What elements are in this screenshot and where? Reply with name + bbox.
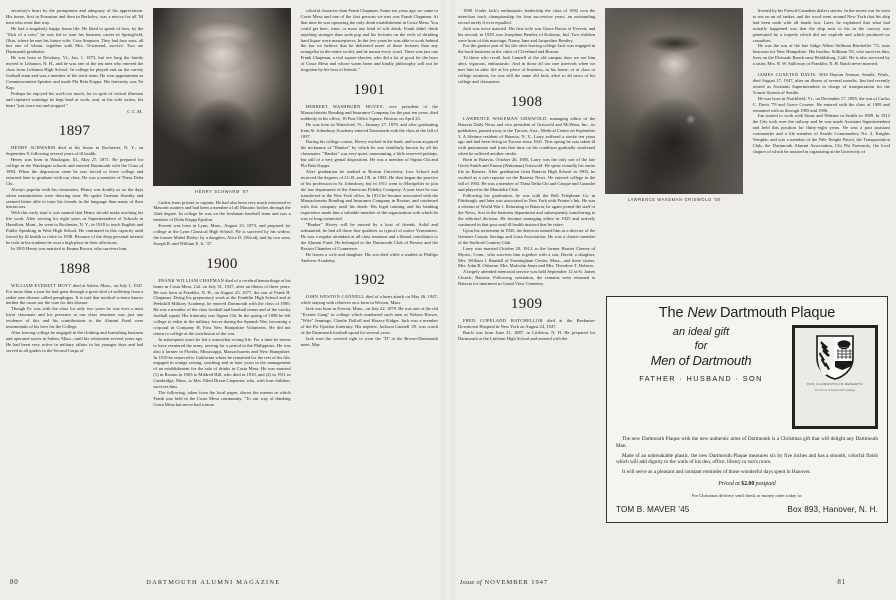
- paragraph-text: died at his home in Rochester, N. Y., on September 9, following several years of ill health.: [6, 145, 144, 157]
- plaque-subcaption: The Arms of Dartmouth College: [814, 388, 856, 392]
- obituary-signoff: C.C.M.: [127, 109, 144, 115]
- obituary-subject-name: FRED COPELAND BATCHELLOR: [463, 318, 543, 324]
- photo-plate: [605, 8, 742, 194]
- paragraph: He had a singularly happy home life. He liked to speak of how, by the "flick of a coin," he was led to start his business career in Springfield, Ohio, where he met his future wife, Cora Simpson. They had four sons, all but one of whom, together with Mrs. Townsend, survive. Two are Dartmouth graduates.: [6, 25, 144, 55]
- paragraph: Jack won the coveted right to wear the "D" at the Brown-Dartmouth meet, May: [300, 335, 438, 347]
- ad-slogan-line-1: an ideal gift: [672, 326, 730, 338]
- ad-price-line: [616, 481, 878, 487]
- paragraph: Perhaps he enjoyed his work too much, for in spite of critical illnesses and repeated warnings he kept hard at work, and, as his wife writes, his heart "just wore out and stopped.": [6, 90, 144, 108]
- photo-caption: LAWRENCE WAKEMAN GRISWOLD '08: [627, 196, 721, 202]
- page-footer-right: [448, 578, 896, 586]
- paragraph: He was born at Newbury, Vt., Jan. 1, 1873, but ere long the family moved to Lebanon, N. H., and he was one of the ten men who entered the class from Lebanon High School. In college he played end on the varsity football team and was a member of the track team. He won appointment as Commencement Speaker and made Phi Beta Kappa. His fraternity was Tri Kap.: [6, 55, 144, 90]
- paragraph: In 1905 Henry was married to Emma Brown, who survives him.: [11, 245, 128, 251]
- paragraph: secretary's heart by the promptness and adequacy of his appreciation. His home, first in Evanston and then in Berkeley, was a mecca for all '94 men who went that way.: [6, 8, 144, 25]
- ad-headline-part-b: Dartmouth Plaque: [716, 305, 836, 321]
- obituary-subject-name: FRANK WILLIAM CHAPMAN: [158, 277, 225, 283]
- paragraph: With this early start it was natural that Henry should make teaching his life work. After serving for eight years as Superintendent of Schools in Hamilton, Mont., he went to Rochester, N. Y., in 1918 to teach English and Public Speaking in West High School. He continued in this capacity until forced by ill health to retire in 1938. Because of the deep personal interest he took in his students he won a high place in their affections.: [6, 210, 144, 245]
- obituary-subject-name: LAWRENCE WAKEMAN GRISWOLD: [463, 115, 547, 121]
- paragraph: Batch was born June 21, 1887, in Littleton, N. H. He prepared for Dartmouth at the Littleton High School and entered with the: [458, 329, 596, 341]
- portrait-lawrence-griswold: [605, 8, 742, 202]
- ad-slogan-line-3: Men of Dartmouth: [650, 353, 752, 368]
- obituary-subject-name: JOHN WESTON CANNELL: [305, 294, 365, 300]
- paragraph: [458, 318, 595, 330]
- paragraph-text: died at Salem, Mass., on July 1, 1947. For more than a year he had gone through a great deal of suffering from a rather rare disease called pemphigus. It is said that medical science knows neither the cause nor the cure for this disease.: [6, 282, 144, 306]
- paragraph: Jim started to work with Stone and Webster in Seattle in 1909. In 1912 the City took over the railway and he was made Assistant Superintendent and held this position for thirty-eight years. He was a past assistant commander and a life member of Seattle Commandery No. 2, Knights Templar, and was a member of the Nile Temple Patrol, the Transportation Club, the Dartmouth Alumni Association, Chi Phi Fraternity, the local chapter of which he assisted in organizing at the University of: [752, 113, 890, 154]
- ad-order-instructions: For Christmas delivery send check or money order today to:: [691, 492, 803, 498]
- paragraph: To those who recall Jack Cannell of the old campus days we see him alert, vigorous, enthusiastic. And in those all too rare intervals when we met him in after life at his place of business, in his home, or at class or college reunions, he was still the same old Jack, alive to all news of his college and classmates.: [458, 55, 596, 84]
- page-left-columns: [6, 8, 438, 556]
- paragraph: He was the son of the late Judge Albert Stillman Batchellor '72, state historian for New Hampshire. His brother, Stillman '05, who survives him, lives on the Elcinado Ranch near Healdsburg, Calif. He is also survived by a sister, Mrs. R. W. Sulloway of Franklin, N. H. Batch never married.: [752, 43, 890, 67]
- paragraph-text: died of a cerebral hemorrhage at his home in Costa Mesa, Cal. on July 31, 1947, after an illness of three years. He was born at Franklin, N. H., on August 25, 1877, the son of Frank H. Chapman. Doing his preparatory work at the Franklin High School and at Peekskill Military Academy, he entered Dartmouth with the class of 1900. He was a member of the class football and baseball teams and of the varsity football squad. His fraternity was Sigma Chi. In the spring of 1898 he left college to enlist in the military forces during the Spanish War, becoming a corporal in Company H, First New Hampshire Volunteers. He did not return to college at the conclusion of the war.: [153, 277, 291, 336]
- paragraph: [301, 294, 438, 306]
- ad-audience-line: FATHER · HUSBAND · SON: [639, 374, 763, 383]
- paragraph: [458, 116, 595, 157]
- paragraph: 1900. Under Jack's enthusiastic leadership the class of 1902 won the interclass track championship for four successive years, an outstanding record rarely if ever equalled.: [458, 8, 596, 25]
- paragraph: [6, 283, 143, 307]
- paragraph: After graduation he studied at Boston University Law School and received the degrees of LL.B. and J.B. in 1903. He then began the practice of his profession in St. Johnsbury, but in 1911 went to Montpelier to join the law department of the American Fidelity Company. A year later he was transferred to the New York office. In 1914 he became associated with the Massachusetts Bonding and Insurance Company in Boston, and continued with this company until his death. His legal training and his banking experience made him a valuable member of the organization with which he was so long connected.: [300, 168, 438, 222]
- class-year-heading-1902: 1902: [353, 272, 386, 289]
- ad-paragraph: Made of an unbreakable plastic, the new Dartmouth Plaque measures six by five inches and has a smooth, colorful finish which will add dignity to the walls of his den, office, library or son's room.: [616, 452, 878, 466]
- running-head-left: DARTMOUTH ALUMNI MAGAZINE: [146, 579, 281, 586]
- ad-price-amount: $2.00: [741, 480, 755, 487]
- left-col-2: [153, 8, 290, 556]
- paragraph-text: , vice president of the Massachusetts Bonding and Insurance Company for the past ten years, died suddenly in his office, 10 Post Office Square, Boston, on April 23.: [300, 103, 438, 121]
- ad-headline: [616, 305, 878, 322]
- paragraph: He was born in Northfield, Vt., on December 17, 1885, the son of Carlos C. Davis '79 and Grace Coxeter. He entered with the class of 1909 and remained with us through 1905 and 1906.: [752, 95, 890, 113]
- paragraph: [753, 72, 890, 96]
- page-footer-left: [0, 578, 448, 586]
- paragraph-text: died at the Beekman-Downtown Hospital in New York on August 24, 1947.: [458, 318, 596, 329]
- left-col-1: [6, 8, 143, 556]
- portrait-henry-schwarm: [153, 8, 290, 194]
- ad-headline-emphasis: New: [687, 305, 717, 321]
- paragraph: Though Ev was with the class for only two years he was ever a most loyal classmate and his presence at our class reunions was just one evidence of this and his contributions to the Alumni Fund were testimonials of his love for the College.: [6, 306, 144, 330]
- class-year-heading-1901: 1901: [353, 81, 386, 98]
- paragraph-text: , managing editor of the Batavia Daily News and vice president of Griswold and McWain, Inc., its publishers, passed away at the Tucson, Ariz., Medical Center on September 3. A lifetime resident of Batavia, N. Y., Larry suffered a stroke ten years ago and had been living in Tucson since 1941. This spring he was taken ill with pneumonia and from that time on his condition gradually weakened when he suffered another stroke.: [458, 115, 596, 157]
- obituary-subject-name: JAMES COXETER DAVIS: [757, 72, 816, 78]
- paragraph: Born in Batavia, October 26, 1885, Larry was the only son of the late Gerrit Smith and Emma (Wakeman) Griswold. He spent virtually his entire life in Batavia. After graduation from Batavia High School in 1903, he worked as a cub reporter on the Batavia News. He entered college in the fall of 1904. He was a member of Theta Delta Chi and Casque and Gauntlet and played in the Mandolin Club.: [458, 157, 596, 192]
- paragraph: After leaving college he engaged in the clothing and furnishing business and operated stores in Salem, Mass., until his retirement several years ago. He had been very active in military affairs in his younger days and had served in all grades in the Second Corps of: [6, 329, 144, 353]
- paragraph: [6, 145, 143, 157]
- paragraph: He leaves a wife and daughter. His son died while a student at Phillips Andover Academy.: [300, 251, 438, 263]
- product-plaque-image: [792, 325, 878, 429]
- page-right: [448, 0, 896, 600]
- paragraph: During his college course, Hovey worked in the bank, and soon acquired the nickname of "Banker" by which he was familiarly known by all his classmates. "Banker" was very quiet, unassuming, a little reserved perhaps, but still of a very genial disposition. He was a member of Sigma Chi and Phi Beta Kappa.: [300, 139, 438, 169]
- right-col-1: [458, 8, 595, 556]
- photo-tonal-detail: [153, 8, 290, 186]
- running-head-issue-date: NOVEMBER 1947: [484, 579, 549, 586]
- dartmouth-coat-of-arms-icon: [815, 334, 855, 380]
- paragraph: For the greater part of his life after leaving college Jack was engaged in the book business in the cities of Cleveland and Boston.: [458, 43, 596, 55]
- paragraph: Larry was married October 29, 1912, to the former Harriet Cheney of Mystic, Conn., who survives him together with a son, David, a daughter, Mrs. William I. Randall of Framingham Center, Mass., and three sisters, Mrs. John R. Osborne, Mrs. Malcolm Jones and Mrs. Theodore T. Hobson.: [458, 245, 596, 269]
- paragraph: Jack was twice married. His first wife was Grace Bacon of Everett; and his second, in 1929, was Josephine Bentley of Kokomo, Ind. Two children were born of this marriage, Nancy Jane and Jacqueline Bentley.: [458, 25, 596, 43]
- class-year-heading-1900: 1900: [206, 255, 238, 272]
- paragraph: Everett was born in Lynn, Mass., August 23, 1873, and prepared for college at the Lynn Classical High School. He is survived by his widow, the former Mabel Bixby; by a daughter, Alice D. (Wood); and by two sons, Joseph B. and William E. Jr. '37.: [153, 223, 291, 246]
- class-year-heading-1908: 1908: [510, 93, 543, 110]
- obituary-subject-name: WILLIAM EVERETT HOYT: [11, 282, 72, 288]
- paragraph: Jack was born in Everett, Mass., on July 22, 1879. He was one of the old "Everett Gang" in college which numbered such men as Nelson Brown, "Wife" Jennings, Charlie Dolloff and Horace Kidger. Jack was a member of the Psi Upsilon fraternity. His nephew, Jackson Cannell '29, was coach of the Dartmouth football squad for several years.: [300, 306, 438, 335]
- ad-seller-name: TOM B. MAVER '45: [616, 504, 690, 514]
- paragraph: The following, taken from the local paper, shows the esteem in which Frank was held in the Costa Mesa community. "To our way of thinking Costa Mesa has never had a more: [153, 389, 291, 407]
- paragraph-text: died of a heart attack on May 26, 1947, while staying with relatives on a farm in Weston, Mass.: [300, 294, 438, 306]
- paragraph: Henry was born in Waukegan, Ill., May 27, 1871. He prepared for college in the Waukegan schools and entered Dartmouth with the Class of 1894. When the depression came he was forced to leave college and returned later to graduate with our class. He was a member of Theta Delta Chi.: [6, 157, 144, 186]
- paragraph: [153, 278, 290, 337]
- ad-paragraph: It will serve as a pleasant and constant reminder of those wonderful days spent in Hanover.: [622, 469, 811, 476]
- obituary-subject-name: HENRY SCHWARM: [11, 145, 56, 151]
- ad-slogan-block: [616, 325, 786, 383]
- paragraph: Always popular with his classmates, Henry was doubly so on the days when examinations were drawing near. He spoke German fluently and seemed better able to tutor his friends in the language than many of their instructors.: [6, 186, 144, 210]
- running-head-right: [460, 579, 548, 586]
- obituary-subject-name: HERBERT WASHBURN HOVEY: [305, 103, 383, 109]
- photo-plate: [153, 8, 290, 186]
- paragraph: livened by his French-Canadian dialect stories. In the recent war he went to sea on an oil tanker, and the word went around New York that his ship had been sunk with all hands lost. Later, he explained that what had actually happened was that the ship next to his in the convoy was penetrated by a torpedo which did not explode and which produced no casualties.: [752, 8, 890, 43]
- class-year-heading-1897: 1897: [58, 123, 91, 140]
- ad-price-suffix: postpaid: [754, 480, 776, 487]
- running-head-issue-label: Issue of: [460, 579, 482, 586]
- advertisement-dartmouth-plaque[interactable]: [606, 296, 888, 523]
- ad-headline-part-a: The: [658, 305, 688, 321]
- class-year-heading-1898: 1898: [58, 260, 91, 277]
- paragraph: Following his graduation, he was with the Bell Telephone Co. in Pittsburgh, and later was associated in New York with Printer's Ink. He was a veteran of World War I. Returning to Batavia, he again joined the staff of the News, first in the business department and subsequently transferring to the editorial division. He became managing editor in 1925 and actively continued in that post until ill health insisted that he retire.: [458, 192, 596, 228]
- paragraph: Upon his retirement in 1945, the directors named him as a director of the Genesee County Savings and Loan Association. He was a charter member of the Stafford Country Club.: [458, 228, 596, 245]
- folio-number-right: 81: [837, 578, 846, 586]
- paragraph: [301, 104, 438, 122]
- ad-price-prefix: Priced at: [718, 480, 742, 487]
- photo-tonal-detail: [605, 8, 742, 194]
- plaque-motto-ribbon: VOX CLAMANTIS IN DESERTO: [807, 382, 863, 386]
- ad-middle-row: [616, 325, 878, 429]
- left-col-3: [301, 8, 438, 556]
- ad-slogan-line-2: for: [694, 340, 708, 352]
- folio-number-left: 80: [10, 578, 19, 586]
- paragraph: Cadets from private to captain. He had also been very much interested in Masonic matters and had been a member of all Masonic bodies through the 32nd degree. In college he was on the freshman baseball team and was a member of Delta Kappa Epsilon.: [153, 199, 291, 223]
- ad-body-copy: [616, 436, 878, 476]
- paragraph: A largely attended memorial service was held September 12 at St. James Church, Batavia. Following cremation, the remains were returned to Batavia for interment in Grand View Cemetery.: [458, 269, 596, 287]
- class-year-heading-1909: 1909: [510, 296, 543, 313]
- paragraph: He was born in Waterford, Vt., January 27, 1879, and after graduating from St. Johnsbury Academy entered Dartmouth with the class in the fall of 1897.: [300, 121, 438, 139]
- photo-caption: HENRY SCHWARM '97: [195, 188, 249, 194]
- ad-seller-address: Box 893, Hanover, N. H.: [787, 504, 878, 514]
- paragraph: "Banker" Hovey will be missed by a host of friends. Solid and substantial, he had all those fine qualities so typical of native Vermonters. He was a regular attendant at all class reunions and a liberal contributor to the Alumni Fund. He belonged to the Dartmouth Club of Boston and the Boston Chamber of Commerce.: [300, 222, 438, 251]
- paragraph: colorful character than Frank Chapman. Some ten years ago we came to Costa Mesa and one of the first persons we met was Frank Chapman. At that time he was operating the only drink establishment in Costa Mesa. You could get beer, wine, or most any kind of soft drink. Frank didn't drink anything stronger than soda pop and his lectures on the evils of drinking hard liquor were masterpieces. In the few years he was able to work behind the bar we believe that he delivered more of these lectures than any evangelist in the entire world, and he meant every word. There was just one Frank Chapman, a real square-shooter, who did a lot of good for the boys of Costa Mesa and whose warm heart and kindly philosophy will not be forgotten by his host of friends.": [300, 8, 438, 73]
- ad-paragraph: The new Dartmouth Plaque with the new authentic arms of Dartmouth is a Christmas gift that will delight any Dartmouth Man.: [616, 436, 878, 449]
- paragraph: In subsequent years he led a somewhat roving life. For a time he seems to have reentered the army, serving for a period in the Philippines. He was also a farmer in Florida, Mississippi, Massachusetts and New Hampshire. In 1919 he removed to California where he remained for the rest of his life, engaged in orange raising, ranching and in later years in the management of an establishment for the sale of drinks in Costa Mesa. He was married (1) in Boston in 1903 to Mildred Hill, who died in 1910, and (2) in 1911 in Cambridge, Mass., to Mrs. Ethel Dixon Carpenter, who, with four children, survives him.: [153, 336, 291, 390]
- ad-signature-row: [616, 505, 878, 514]
- paragraph-text: , 3016 Dayton Avenue, Seattle, Wash., died August 17, 1947, after an illness of several months. Jim had recently retired as Assistant Superintendent in charge of transportation for the Transit System of Seattle.: [752, 72, 890, 95]
